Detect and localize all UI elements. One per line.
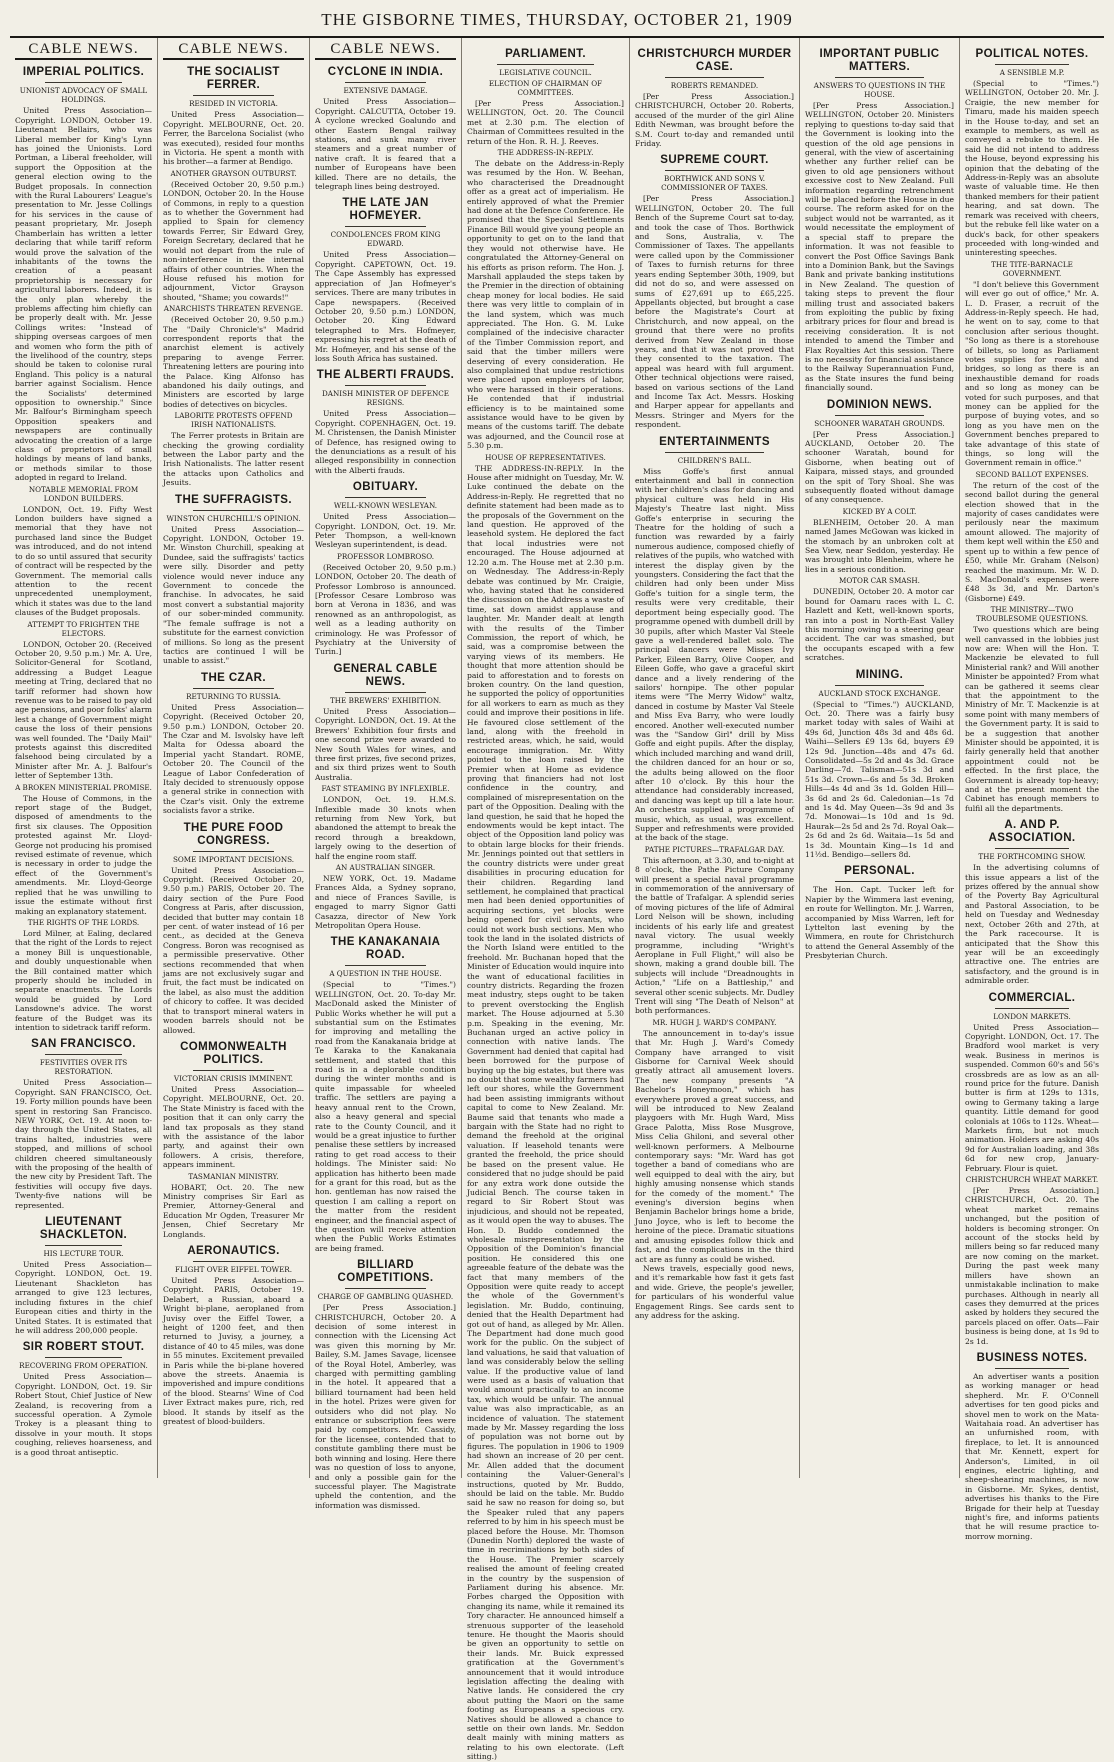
article-heading: BILLIARD COMPETITIONS. bbox=[337, 1259, 434, 1285]
article-subheading: SCHOONER WARATAH GROUNDS. bbox=[814, 418, 945, 428]
article-subheading: VICTORIAN CRISIS IMMINENT. bbox=[173, 1073, 294, 1083]
article-body: United Press Association—Copyright. PARIS, October 19. Delabert, a Russian, aboard a Wright bi-plane, aeroplaned from Juvisy over the Eiffel Tower, a height of 1200 feet, and then returned to Juvisy, a journey, a distance of 40 to 45 miles, was done in 55 minutes. Excitement prevailed in Paris while the bi-plane hovered above the streets. Anaemia is impoverished and impure conditions of the blood. Stearns' Wine of Cod Liver Extract makes pure, rich, red blood. It stands by itself as the greatest of blood-builders. bbox=[163, 1276, 304, 1427]
article bbox=[315, 481, 456, 550]
article-body: LONDON, Oct. 19. H.M.S. Inflexible made 30 knots when returning from New York, but abandoned the attempt to break the record through a breakdown, largely owing to the desertion of half the engine room staff. bbox=[315, 795, 456, 861]
article-subheading: LEGISLATIVE COUNCIL. bbox=[499, 68, 592, 77]
article-body: Lord Milner, at Ealing, declared that the right of the Lords to reject a money Bill is unquestionable, and doubly unquestionable when the Bill contained matter which properly should be included in separate enactments. The Lords would be guided by Lord Lansdowne's advice. The worst feature of the Budget was its intention to sidetrack tariff reform. bbox=[15, 928, 152, 1032]
article-subheading: WELL-KNOWN WESLEYAN. bbox=[333, 501, 438, 511]
article-heading: CHRISTCHURCH MURDER CASE. bbox=[637, 48, 792, 73]
divider bbox=[15, 58, 152, 60]
article bbox=[635, 1018, 794, 1264]
article-body: "I don't believe this Government will ever go out of office," Mr. A. L. D. Fraser, a recruit of the Address-in-Reply speech. He had, he went on to say, come to that conclusion after serious thought. "So long as there is a storehouse of billets, so long as Parliament votes supplies for roads and bridges, so long as there is an inexhaustible demand for roads and so long as money can be voted for such purposes, and that money can be applied for the purpose of buying votes, and so long as you have men on the Government benches prepared to take advantage of this state of things, so long will the Government remain in office." bbox=[965, 279, 1099, 468]
article bbox=[965, 1175, 1099, 1346]
article bbox=[965, 470, 1099, 603]
article-body: The Hon. Capt. Tucker left for Napier by the Wimmera last evening, en route for Wellington. Mr. J. Warren, accompanied by Miss Warren, left for Lyttelton last evening by the Wimmera, en route for Christchurch to attend the General Assembly of the Presbyterian Church. bbox=[805, 885, 954, 961]
article-body: [Per Press Association.] AUCKLAND, October 20. The schooner Waratah, bound for Gisborne, when beating out of Kaipara, missed stays, and grounded on the spit of Tory Shoal. She was subsequently floated without damage of any consequence. bbox=[805, 429, 954, 505]
article bbox=[467, 48, 624, 77]
article-body: The House of Commons, in the report stage of the Budget, disposed of amendments to the first six clauses. The Opposition protested against Mr. Lloyd-George not producing his promised revised estimate of revenue, which is necessary in order to judge the effect of the Government's amendments. Mr. Lloyd-George replied that he was unwilling to issue the estimate without first making an explanatory statement. bbox=[15, 793, 152, 916]
article-subheading: RESIDED IN VICTORIA. bbox=[189, 99, 278, 109]
article-body: United Press Association—Copyright. CAPETOWN, Oct. 19. The Cape Assembly has expressed appreciation of Jan Hofmeyer's services. There are many tributes in Cape newspapers. (Received October 20, 9.50 p.m.) LONDON, October 20. King Edward telegraphed to Mrs. Hofmeyer, expressing his regret at the death of Mr. Hofmeyer, and his sense of the loss South Africa has sustained. bbox=[315, 250, 456, 363]
columns bbox=[10, 38, 1104, 1762]
article-body: Two questions which are being well canvassed in the lobbies just now are: When will the Hon. T. Mackenzie be elevated to full Ministerial rank? and Will another Minister be appointed? From what can be gathered it seems clear that the appointment to the Ministry of Mr. T. Mackenzie is at some point with many members of the Government party. It is said to be a suggestion that another Minister should be appointed, it is fairly generally held that another appointment could not be effected. In the first place, the Government is already top-heavy; and at the present moment the Cabinet has enough members to fulfil all the departments. bbox=[965, 625, 1099, 813]
article-subheading: RECOVERING FROM OPERATION. bbox=[19, 1361, 148, 1371]
article bbox=[15, 485, 152, 618]
column-4 bbox=[462, 38, 630, 1762]
divider bbox=[665, 77, 764, 78]
divider bbox=[345, 692, 426, 693]
article bbox=[15, 66, 152, 482]
divider bbox=[193, 95, 274, 96]
article-body: An advertiser wants a position as working manager or head shepherd. Mr. F. O'Connell advertises for ten good picks and shovel men to work on the Mata-Waitahaia road. An advertiser has an unfurnished room, with fireplace, to let. It is announced that Mr. Kennett, expert for Anderson's, Limited, in oil engines, electric lighting, and sheep-shearing machines, is now in Gisborne. Mr. Sykes, dentist, advertises his thanks to the Fire Brigade for their help at Tuesday night's fire, and informs patients that he will resume practice to-morrow morning. bbox=[965, 1371, 1099, 1541]
divider bbox=[45, 82, 122, 83]
article-subheading: LABORITE PROTESTS OFFEND IRISH NATIONALISTS. bbox=[174, 411, 293, 430]
article-body: United Press Association—Copyright. LONDON, Oct. 19. Mr. Peter Thompson, a well-known Wesleyan superintendent, is dead. bbox=[315, 512, 456, 550]
divider bbox=[835, 685, 924, 686]
divider bbox=[995, 848, 1069, 849]
article bbox=[163, 672, 304, 816]
article bbox=[635, 436, 794, 843]
divider bbox=[163, 58, 304, 60]
column-3 bbox=[310, 38, 462, 1510]
article-subheading: THE ADDRESS-IN-REPLY. bbox=[497, 148, 594, 158]
column-1 bbox=[10, 38, 158, 1478]
article-body: [Per Press Association.] CHRISTCHURCH, October 20. Roberts, accused of the murder of the girl Aline Edith Newman, was brought before the S.M. Court to-day and remanded until Friday. bbox=[635, 92, 794, 149]
article-body: [Per Press Association.] WELLINGTON, October 20. The full Bench of the Supreme Court sat to-day, and took the case of Thos. Borthwick and Sons, Australia, v. The Commissioner of Taxes. The appellants were called upon by the Commissioner of Taxes to furnish returns for three years ending September 30th, 1909, but did not do so, and were assessed on sums of £27,691 up to £65,225. Appellants objected, but brought a case before the Magistrate's Court at Christchurch, and now appeal, on the ground that there were no profits derived from New Zealand in those years, and that it was not proved that they consented to the taxation. The appeal was heard with full argument. Other technical objections were raised, based on various sections of the Land and Income Tax Act. Messrs. Hosking and Harper appear for appellants and Messrs. Stringer and Myers for the respondent. bbox=[635, 194, 794, 430]
divider bbox=[315, 58, 456, 60]
divider bbox=[345, 965, 426, 966]
article-subheading: AUCKLAND STOCK EXCHANGE. bbox=[818, 688, 941, 698]
divider bbox=[193, 510, 274, 511]
article-subheading: THE MINISTRY—TWO TROUBLESOME QUESTIONS. bbox=[975, 605, 1089, 624]
divider bbox=[995, 1008, 1069, 1009]
article-subheading: CHARGE OF GAMBLING QUASHED. bbox=[317, 1292, 454, 1302]
article-body: United Press Association—Copyright. CALCUTTA, October 19. A cyclone wrecked Goalundo and other Eastern Bengal railway stations, and sunk many river steamers and a great number of native craft. It is feared that a number of Europeans have been killed. There are no details, the telegraph lines being destroyed. bbox=[315, 97, 456, 192]
article bbox=[467, 453, 624, 1762]
article-subheading: A BROKEN MINISTERIAL PROMISE. bbox=[15, 782, 152, 792]
article bbox=[805, 865, 954, 960]
article bbox=[315, 936, 456, 1253]
article bbox=[315, 663, 456, 782]
divider bbox=[345, 226, 426, 227]
article-subheading: PATHE PICTURES—TRAFALGAR DAY. bbox=[644, 844, 785, 854]
article-body: (Special to "Times.") WELLINGTON, Oct. 20. To-day Mr. MacDonald asked the Minister of Public Works whether he will put a substantial sum on the Estimates for improving and metalling the road from the Kanakanaia bridge at Te Karaka to the Kanakanaia settlement, and stated that this road is in a deplorable condition during the winter months and is quite impassable for wheeled traffic. The settlers are paying a heavy annual rent to the Crown, also a heavy general and special rate to the County Council, and it would be a great injustice to further penalise these settlers by increased rating to get road access to their holdings. The Minister said: No application has hitherto been made for a grant for this road, but as the hon. gentleman has now raised the question I am calling a report on the matter from the resident engineer, and the financial aspect of the question will receive attention when the Public Works Estimates are being framed. bbox=[315, 980, 456, 1253]
divider bbox=[835, 77, 924, 78]
article-body: [Per Press Association.] WELLINGTON, Oct. 20. The Council met at 2.30 p.m. The election of Chairman of Committees resulted in the return of the Hon. R. H. J. Reeves. bbox=[467, 99, 624, 146]
divider bbox=[193, 851, 274, 852]
article-subheading: ELECTION OF CHAIRMAN OF COMMITTEES. bbox=[488, 79, 603, 97]
article-body: (Special to "Times.") WELLINGTON, October 20. Mr. J. Craigie, the new member for Timaru, made his maiden speech in the House to-day, and set an example to members, as well as conveyed a rebuke to them. He said he did not intend to address the House, beyond expressing his opinion that the debating of the Address-in-Reply was an absolute waste of valuable time. He then thanked members for their patient hearing, and sat down. The remark was received with cheers, but the rebuke fell like water on a duck's back, for other speakers proceeded with long-winded and uninteresting speeches. bbox=[965, 79, 1099, 258]
article-subheading: FLIGHT OVER EIFFEL TOWER. bbox=[175, 1265, 292, 1274]
article-body: United Press Association—Copyright. SAN FRANCISCO, Oct. 19. Forty million pounds have been spent in restoring San Francisco. NEW YORK, Oct. 19. At noon to-day through the United States, all trains halted, industries were stopped, and millions of school children cheered simultaneously with the proposing of the health of the new city by President Taft. The festivities will occupy five days. Twenty-five nations will be represented. bbox=[15, 1078, 152, 1210]
divider bbox=[45, 1054, 122, 1055]
article-heading: IMPERIAL POLITICS. bbox=[22, 66, 145, 79]
article bbox=[163, 66, 304, 166]
article-heading: LIEUTENANT SHACKLETON. bbox=[39, 1216, 128, 1242]
article-body: United Press Association—Copyright. LONDON, Oct. 19. Lieutenant Shackleton has arranged to give 123 lectures, including fixtures in the chief European cities and thirty in the United States. It is estimated that he will address 200,000 people. bbox=[15, 1260, 152, 1335]
article-heading: GENERAL CABLE NEWS. bbox=[333, 662, 438, 688]
divider bbox=[193, 688, 274, 689]
article-subheading: ATTEMPT TO FRIGHTEN THE ELECTORS. bbox=[27, 619, 140, 638]
article bbox=[163, 1041, 304, 1170]
article-heading: OBITUARY. bbox=[352, 481, 419, 494]
article-body: The Ferrer protests in Britain are checking the growing cordiality between the Labor party and the Irish Nationalists. The latter resent the attacks upon Catholics and Jesuits. bbox=[163, 431, 304, 488]
divider bbox=[835, 415, 924, 416]
article-subheading: UNIONIST ADVOCACY OF SMALL HOLDINGS. bbox=[19, 86, 148, 105]
article-heading: BUSINESS NOTES. bbox=[976, 1351, 1088, 1364]
article-body: United Press Association—Copyright. LONDON, Oct. 19. At the Brewers' Exhibition four firsts and one second prize were awarded to New South Wales for wines, and three first prizes, five second prizes, and six third prizes went to South Australia. bbox=[315, 706, 456, 782]
article-body: [Per Press Association.] CHRISTCHURCH, October 20. A decision of some interest in connection with the Licensing Act was given this morning by Mr. Bailey, S.M. James Savage, licensee of the Royal Hotel, Amberley, was charged with permitting gambling in the hotel. It appeared that a billiard tournament had been held in the hotel. Prizes were given for outsiders who did not play. No entrance or subscription fees were paid by competitors. Mr. Cassidy, for the licensee, contended that to constitute gambling there must be both winning and losing. Here there was no question of loss to anyone, and only a possible gain for the successful player. The Magistrate upheld the contention, and the information was dismissed. bbox=[315, 1303, 456, 1510]
divider bbox=[665, 170, 764, 171]
article-subheading: PROFESSOR LOMBROSO. bbox=[337, 551, 434, 561]
article bbox=[163, 1172, 304, 1239]
divider bbox=[193, 1070, 274, 1071]
article bbox=[635, 1264, 794, 1320]
article-heading: THE PURE FOOD CONGRESS. bbox=[183, 821, 284, 847]
column-title: CABLE NEWS. bbox=[28, 41, 139, 57]
article-heading: PARLIAMENT. bbox=[505, 48, 586, 60]
article-subheading: CHILDREN'S BALL. bbox=[677, 455, 752, 465]
article-subheading: DANISH MINISTER OF DEFENCE RESIGNS. bbox=[322, 389, 449, 408]
article-body: (Special to "Times.") AUCKLAND, Oct. 20. There was a fairly busy market today with sales of Waihi at 49s 6d, Junction 48s 3d and 48s 6d. Waihi—Sellers £9 13s 6d, buyers £9 12s 9d. Junction—48s and 47s 6d. Consolidated—5s 2d and 4s 3d. Grace Darling—7d. Talisman—51s 3d and 51s 3d. Crown—6s and 5s 3d. Broken Hills—4s 4d and 3s 1d. Golden Hill—3s 6d and 2s 6d. Caledonian—1s 7d and 1s 4d. May Queen—3s 9d and 3s 7d. Monowai—1s 10d and 1s 9d. Haurak—2s 5d and 2s 7d. Royal Oak—2s 6d and 2s 6d. Waitaia—1s 5d and 1s 3d. Mountain King—1s 1d and 11½d. Bendigo—sellers 8d. bbox=[805, 699, 954, 860]
article-body: LONDON, October 20. (Received October 20, 9.50 p.m.) Mr. A. Ure, Solicitor-General for Scotland, addressing a Budget League meeting at Tring, declared that no tariff reformer had shown how revenue was to be raised to pay old age pensions, and poor folks' alarm lest a change of Government might cause the loss of their pensions was well founded. The "Daily Mail" protests against this discredited falsehood being circulated by a Minister after Mr. A. J. Balfour's letter of September 13th. bbox=[15, 639, 152, 781]
column-5 bbox=[630, 38, 800, 1478]
divider bbox=[345, 82, 426, 83]
column-title: CABLE NEWS. bbox=[330, 41, 441, 57]
divider bbox=[497, 64, 594, 65]
article-subheading: THE TITE-BARNACLE GOVERNMENT. bbox=[991, 259, 1073, 278]
column-7 bbox=[960, 38, 1104, 1541]
article-subheading: FAST STEAMING BY INFLEXIBLE. bbox=[321, 784, 450, 794]
article-body: The return of the cost of the second ballot during the general election showed that in the majority of cases candidates were perilously near the maximum amount allowed. The majority of them kept well within the £50 and spent up to within a few pence of £50, while Mr. Graham (Nelson) reached the maximum. Mr. W. D. S. MacDonald's expenses were £48 3s 3d, and Mr. Darton's (Gisborne) £49. bbox=[965, 480, 1099, 603]
article bbox=[163, 304, 304, 409]
article-subheading: BORTHWICK AND SONS V. COMMISSIONER OF TAXES. bbox=[661, 174, 768, 193]
article-body: The announcement in to-day's issue that Mr. Hugh J. Ward's Comedy Company have arranged to visit Gisborne for Carnival Week should greatly attract all amusement lovers. The new company presents "A Bachelor's Honeymoon," which has everywhere proved a great success, and will be introduced to New Zealand playgoers with Mr. Hugh Ward, Miss Grace Palotta, Miss Rose Musgrove, Miss Celia Ghiloni, and several other well-known performers. A Melbourne contemporary says: "Mr. Ward has got together a band of comedians who are well equipped to deal with the airy, but highly amusing nonsense which stands for the comedy of the moment." The evening's diversion begins when Benjamin Bachelor brings home a bride, Juno Joyce, who is left to become the heroine of the piece. Dramatic situations and amusing episodes follow thick and fast, and the complications in the third act are as funny as could be wished. bbox=[635, 1028, 794, 1264]
article-subheading: THE FORTHCOMING SHOW. bbox=[978, 852, 1086, 862]
article-body: United Press Association—Copyright. LONDON, Oct. 17. The Bradford wool market is very weak. Business in merinos is suspended. Common 60's and 56's crossbreds are as low as an all-round price for the future. Danish butter is firm at 129s to 131s, owing to Germany taking a large quantity. Little demand for good colonials at 106s to 112s. Wheat—Markets firm, but not much animation. Holders are asking 40s 9d for Australian loading, and 38s 6d for new crop, January-February. Flour is quiet. bbox=[965, 1022, 1099, 1173]
article bbox=[163, 494, 304, 666]
article-body: United Press Association—Copyright. COPENHAGEN, Oct. 19. M. Christensen, the Danish Minister of Defence, has resigned owing to the denunciations as a result of his alleged responsibility in connection with the Alberti frauds. bbox=[315, 409, 456, 475]
article bbox=[805, 669, 954, 860]
article-subheading: SOME IMPORTANT DECISIONS. bbox=[172, 854, 295, 864]
masthead: THE GISBORNE TIMES, THURSDAY, OCTOBER 21, 1909 bbox=[10, 6, 1104, 38]
article-heading: THE CZAR. bbox=[201, 671, 266, 684]
article-heading: DOMINION NEWS. bbox=[826, 398, 933, 411]
article-heading: THE SUFFRAGISTS. bbox=[175, 493, 292, 506]
article-heading: IMPORTANT PUBLIC MATTERS. bbox=[819, 48, 940, 73]
article-heading: THE LATE JAN HOFMEYER. bbox=[342, 197, 429, 223]
article bbox=[467, 148, 624, 451]
article-subheading: LONDON MARKETS. bbox=[993, 1011, 1071, 1021]
article-body: (Received October 20, 9.50 p.m.) LONDON, October 20. In the House of Commons, in reply to a question as to whether the Government had applied to Spain for clemency towards Ferrer, Sir Edward Grey, Foreign Secretary, declared that he would not depart from the rule of non-interference in the internal affairs of other countries. When the House refused his motion for adjournment, Victor Grayson shouted, "Shame; you cowards!" bbox=[163, 179, 304, 302]
article-heading: SUPREME COURT. bbox=[660, 154, 769, 167]
article bbox=[965, 48, 1099, 258]
article-body: This afternoon, at 3.30, and to-night at 8 o'clock, the Pathe Picture Company will present a special naval programme in commemoration of the anniversary of the battle of Trafalgar. A splendid series of moving pictures of the life of Admiral Lord Nelson will be shown, including incidents of his early life and greatest naval victory. The usual weekly programme, including "Wright's Aeroplane in Full Flight," will also be shown, making a grand double bill. The subjects will include "Dreadnoughts in Action," "Life on a Battleship," and several other scenic subjects. Mr. Dudley Trent will sing "The Death of Nelson" at both performances. bbox=[635, 855, 794, 1016]
article-subheading: FESTIVITIES OVER ITS RESTORATION. bbox=[39, 1058, 128, 1077]
article bbox=[965, 260, 1099, 468]
article-subheading: TASMANIAN MINISTRY. bbox=[188, 1171, 279, 1181]
article-body: United Press Association—Copyright. LONDON, Oct. 19. Sir Robert Stout, Chief Justice of New Zealand, is recovering from a successful operation. A Zymole Trokey is a pleasant thing to dissolve in your mouth. It stops coughing, relieves hoarseness, and is a good throat antiseptic. bbox=[15, 1372, 152, 1457]
article-heading: SAN FRANCISCO. bbox=[31, 1038, 136, 1051]
article-body: United Press Association—Copyright. (Received October 20, 9.50 p.m.) PARIS, October 20. The dairy section of the Pure Food Congress at Paris, after discussion, decided that butter may contain 18 per cent. of water instead of 16 per cent., as decided at the Geneva Congress. Boron was recognised as a permissible preservative. Other sections recommended that when jams are not exclusively sugar and fruit, the fact must be indicated on the label, as also must the addition of chicory to coffee. It was decided that to transport mineral waters in wooden barrels should not be allowed. bbox=[163, 865, 304, 1035]
article bbox=[315, 66, 456, 191]
article bbox=[635, 48, 794, 148]
divider bbox=[835, 881, 924, 882]
article bbox=[805, 48, 954, 393]
article-body: [Per Press Association.] WELLINGTON, October 20. Ministers replying to questions to-day said that the Government is looking into the question of the old age pensions in general, with the view of ascertaining whether any further relief can be given to old age pensioners without excessive cost to New Zealand. Full information regarding retrenchment will be placed before the House in due course. The reform asked for on the subject would not be warranted, as it would necessitate the employment of a special staff to prepare the information. It was not feasible to convert the Post Office Savings Bank into a Dominion Bank, but the Savings Bank and private banking institutions in New Zealand. The question of taking steps to prevent the flour milling trust and associated bakers from exploiting the public by fixing arbitrary prices for flour and bread is receiving consideration. It is not intended to amend the Timber and Flax Royalties Act this session. There is no necessity for financial assistance to the Railway Superannuation Fund, as the State insures the fund being financially sound. bbox=[805, 101, 954, 393]
article-subheading: ROBERTS REMANDED. bbox=[670, 81, 759, 90]
article bbox=[965, 605, 1099, 813]
divider bbox=[345, 497, 426, 498]
divider bbox=[665, 452, 764, 453]
article bbox=[163, 822, 304, 1035]
article bbox=[15, 620, 152, 781]
article-body: BLENHEIM, October 20. A man named James McGowan was kicked in the stomach by an unbroken colt at Sea View, near Seddon, yesterday. He was brought into Blenheim, where he lies in a serious condition. bbox=[805, 517, 954, 574]
article-body: United Press Association—Copyright. MELBOURNE, Oct. 20. Ferrer, the Barcelona Socialist (who was executed), resided four months in Victoria. He spent a month with his brother—a farmer at Bendigo. bbox=[163, 110, 304, 167]
article bbox=[15, 918, 152, 1032]
article-heading: MINING. bbox=[855, 668, 904, 681]
article-body: United Press Association—Copyright. LONDON, October 19. Lieutenant Bellairs, who was Liberal member for King's Lynn has joined the Unionists. Lord Portman, a Liberal freeholder, will support the Opposition at the general election owing to the Budget proposals. In connection with the Rural Labourers' League's presentation to Mr. Jesse Collings for his services in the cause of peasant proprietary, Mr. Joseph Chamberlain has written a letter declaring that while tariff reform would prove the salvation of the inhabitants of the towns the creation of a peasant proprietorship is necessary for agricultural laborers. Indeed, it is the only plan whereby the problems affecting him chiefly can be properly dealt with. Mr. Jesse Collings writes: "Instead of shipping overseas cargoes of men and women who form the pith of the livelihood of the country, steps should be taken to colonise rural England. This policy is a natural barrier against Socialism. Hence the Socialists' determined opposition to ownership." Since Mr. Balfour's Birmingham speech Opposition speakers and newspapers are continually advocating the creation of a large class of proprietors of small holdings by means of land banks, or methods similar to those adopted in regard to Ireland. bbox=[15, 106, 152, 483]
article bbox=[15, 1038, 152, 1210]
article bbox=[15, 783, 152, 916]
article-body: (Received October 20, 9.50 p.m.) The "Daily Chronicle's" Madrid correspondent reports that the anarchist element is actively preparing to avenge Ferrer. Threatening letters are pouring into the Palace. King Alfonso has abandoned his daily outings, and Ministers are escorted by large bodies of detectives on bicycles. bbox=[163, 315, 304, 409]
article-heading: THE SOCIALIST FERRER. bbox=[187, 66, 280, 92]
article-body: NEW YORK, Oct. 19. Madame Frances Alda, a Sydney soprano, and niece of Frances Saville, is engaged to marry Signor Gatti Casazza, director of New York Metropolitan Opera House. bbox=[315, 873, 456, 930]
article-subheading: WINSTON CHURCHILL'S OPINION. bbox=[166, 513, 301, 523]
article-subheading: ANSWERS TO QUESTIONS IN THE HOUSE. bbox=[813, 81, 946, 99]
divider bbox=[995, 1368, 1069, 1369]
divider bbox=[45, 1357, 122, 1358]
article bbox=[467, 79, 624, 146]
column-6 bbox=[800, 38, 960, 1478]
column-2 bbox=[158, 38, 310, 1478]
article bbox=[315, 863, 456, 930]
article-heading: A. AND P. ASSOCIATION. bbox=[988, 819, 1076, 845]
divider bbox=[345, 385, 426, 386]
article-subheading: KICKED BY A COLT. bbox=[842, 506, 917, 516]
article bbox=[315, 1259, 456, 1510]
article-body: In the advertising columns of this issue appears a list of the prizes offered by the annual show of the Poverty Bay Agricultural and Pastoral Association, to be held on Tuesday and Wednesday next, October 26th and 27th, at the Park racecourse. It is anticipated that the Show this year will be an exceedingly attractive one. The entries are satisfactory, and the ground is in admirable order. bbox=[965, 863, 1099, 986]
article-heading: COMMERCIAL. bbox=[988, 991, 1076, 1004]
article-body: The debate on the Address-in-Reply was resumed by the Hon. W. Beehan, who characterised the Dreadnought offer as a great act of imperialism. He entirely approved of what the Premier had done at the Defence Conference. He promised that the Special Settlements Finance Bill would give young people an opportunity to get on to the land that they would not otherwise have. He congratulated the Attorney-General on his efforts as prison reform. The Hon. J. Marshall applauded the steps taken by the Premier in the direction of obtaining cheap money for local bodies. He said there was very little to complain of in the land system, which was much appreciated. The Hon. G. M. Luke complained of the indecisive character of the Timber Commission report, and said that the timber millers were deserving of every consideration. He also complained that undue restrictions were placed upon employers of labor, who were harassed in their operations. He contended that if industrial efficiency is to be maintained some assistance would have to be given by means of the customs tariff. The debate was adjourned, and the Council rose at 5.30 p.m. bbox=[467, 159, 624, 451]
divider bbox=[345, 1288, 426, 1289]
article-subheading: AN AUSTRALIAN SINGER. bbox=[335, 862, 436, 872]
article-heading: AERONAUTICS. bbox=[187, 1245, 280, 1257]
article bbox=[163, 169, 304, 302]
article-subheading: ANOTHER GRAYSON OUTBURST. bbox=[170, 168, 297, 178]
article-subheading: MR. HUGH J. WARD'S COMPANY. bbox=[652, 1017, 777, 1027]
article bbox=[163, 1245, 304, 1427]
article-body: United Press Association—Copyright. LONDON, October 19. Mr. Winston Churchill, speaking at Dundee, said the suffragists' tactics were silly. Disorder and petty violence would never induce any Government to concede the franchise. In advocates, he said most convert a substantial majority of our sober-minded community. "The female suffrage is not a substitute for the earnest conviction of millions. So long as the present tactics are continued I will be unable to assist." bbox=[163, 524, 304, 666]
article-body: LONDON, Oct. 19. Fifty West London builders have signed a memorial that they have not purchased land since the Budget was introduced, and do not intend to do so until assured that security of contract will be respected by the Government. The memorial calls attention to the recent unprecedented unemployment, which it states was due to the land clauses of the Budget proposals. bbox=[15, 504, 152, 618]
article-heading: THE KANAKANAIA ROAD. bbox=[330, 936, 441, 962]
article bbox=[635, 154, 794, 429]
article bbox=[15, 1341, 152, 1457]
article-body: HOBART, Oct. 20. The new Ministry comprises Sir Earl as Premier, Attorney-General and Education Mr Ogden, Treasurer Mr Jensen, Chief Secretary Mr Longlands. bbox=[163, 1182, 304, 1239]
divider bbox=[995, 64, 1069, 65]
article-subheading: CHRISTCHURCH WHEAT MARKET. bbox=[965, 1175, 1099, 1185]
article-body: THE ADDRESS-IN-REPLY. In the House after midnight on Tuesday, Mr. W. Luke continued the debate on the Address-in-Reply. He regretted that no definite statement had been made as to the proposals of the Government on the land question. He approved of the leasehold system. He deplored the fact that local industries were not encouraged. The House adjourned at 12.20 a.m. The House met at 2.30 p.m. on Wednesday. The Address-in-Reply debate was continued by Mr. Craigie, who, having stated that he considered the discussion on the Address a waste of time, sat down amidst applause and laughter. Mr. Mander dealt at length with the results of the Timber Commission, the report of which, he said, was a compromise between the varying views of its members. He thought that more attention should be paid to afforestation and to forests on broken country. On the land question, he supported the policy of opportunities for all workers to earn as much as they could and improve their positions in life. He favoured close settlement of the land, along with the freehold in restricted areas, which, he said, would encourage immigration. Mr. Witty pointed to the loan raised by the Premier when at Home as evidence proving that financiers had not lost confidence in the country, and complained of misrepresentation on the part of the Opposition. Dealing with the land question, he said that he hoped the endowments would be kept intact. The object of the Opposition land policy was to obtain large blocks for their friends. Mr. Jennings pointed out that settlers in the country districts were under great disabilities in procuring education for their children. Regarding land settlement, he complained that practical men had been denied opportunities of acquiring sections, yet blocks were being opened for civil servants, who could not work bush sections. Men who took the land in the isolated districts of the North Island were entitled to the freehold. Mr. Buchanan hoped that the Minister of Education would inquire into the want of educational facilities in country districts. Regarding the frozen meat industry, steps ought to be taken to prevent overstocking the English market. The House adjourned at 5.30 p.m. Speaking in the evening, Mr. Buchanan urged an active policy in connection with native lands. The Government had denied that capital had been borrowed for the purpose of buying up the big estates, but there was no doubt that some wealthy farmers had left our shores, while the Government had been assisting immigrants without capital to come to New Zealand. Mr. Baume said that tenants who made a bargain with the State had no right to demand the freehold at the original valuation. If leasehold tenants were granted the freehold, the price should be based on the present value. He considered that no judge should be paid for any extra work done outside the Judicial Bench. The course taken in regard to Sir Robert Stout was injudicious, and should not be repeated, as it would open the way to abuses. The Hon. D. Buddo condemned the wholesale misrepresentation by the Opposition of the Dominion's financial position. He considered this one agreeable feature of the debate was the fact that many members of the Opposition were quite ready to accept the whole of the Government's legislation. Mr. Buddo, continuing, denied that the Health Department had got out of hand, as alleged by Mr. Allen. The Department had done much good work for the public. On the subject of land valuations, he said that valuation of land was considerably below the selling value. If the productive value of land were used as a basis of valuation that would amount practically to an income tax, which would be unfair. The annual value was also impracticable, as an incidence of valuation. The statement made by Mr. Massey regarding the loss of population was not borne out by figures. The population in 1906 to 1909 had shown an increase of 20 per cent. Mr. Allen added that the document containing the Valuer-General's instructions, quoted by Mr. Buddo, should be laid on the table. Mr. Buddo said he saw no reason for doing so, but the Speaker ruled that any papers referred to by him in his speech must be placed before the House. Mr. Thomson (Dunedin North) deplored the waste of time in recriminations by both sides of the House. The Premier scarcely realised the amount of feeling created in the country by the suspension of Parliament during his absence. Mr. Forbes charged the Opposition with changing its name, while it remained its Tory character. He announced himself a strenuous supporter of the leasehold tenure. He thought the Maoris should be given an opportunity to settle on their lands. Mr. Buick expressed gratification at the Government's announcement that it would introduce legislation affecting the dealing with Native lands. He considered the cry about putting the Maori on the same footing as Europeans a specious cry. Natives should be allowed a chance to settle on their own lands. Mr. Seddon dealt mainly with mining matters as relating to his own electorate. (Left sitting.) bbox=[467, 463, 624, 1762]
article-body: (Received October 20, 9.50 p.m.) LONDON, October 20. The death of Professor Lombroso is announced. [Professor Cesare Lombroso was born at Verona in 1836, and was renowned as an anthropologist, as well as a leading authority on criminology. He was Professor of Psychiatry at the University of Turin.] bbox=[315, 562, 456, 657]
article bbox=[965, 819, 1099, 985]
article bbox=[163, 411, 304, 487]
article-subheading: ANARCHISTS THREATEN REVENGE. bbox=[163, 304, 304, 314]
article-subheading: MOTOR CAR SMASH. bbox=[839, 576, 920, 586]
article-heading: THE ALBERTI FRAUDS. bbox=[316, 369, 455, 382]
article-subheading: HOUSE OF REPRESENTATIVES. bbox=[485, 452, 606, 462]
article-subheading: A QUESTION IN THE HOUSE. bbox=[329, 969, 442, 979]
article bbox=[805, 507, 954, 574]
article bbox=[315, 552, 456, 657]
article-subheading: THE BREWERS' EXHIBITION. bbox=[330, 695, 441, 705]
article-body: Miss Goffe's first annual entertainment and ball in connection with her children's class for dancing and physical culture was held in His Majesty's Theatre last night. Miss Goffe's enterprise in securing the Theatre for the holding of such a function was rewarded by a fairly numerous audience, composed chiefly of relatives of the pupils, who watched with interest the display given by the youngsters. Considering the fact that the children had only been under Miss Goffe's tuition for a single term, the results were very creditable, their deportment being especially good. The programme opened with dumbell drill by 30 pupils, after which Master Val Steele gave a well-rendered ballet solo. The principal dancers were Misses Ivy Parker, Eileen Barry, Olive Cooper, and Eileen Goffe, who gave a graceful skirt dance and a lively rendering of the sailors' hornpipe. The other popular items were "The Merry Widow" waltz, danced in costume by Master Val Steele and Miss Eva Barry, who were loudly encored. Another well-executed number was the "Sandow Girl" drill by Miss Goffe and eight pupils. After the display, which included marching and wand drill, the children danced for an hour or so, the adults being allowed on the floor after 10 o'clock. By this hour the attendance had considerably increased, and dancing was kept up till a late hour. An orchestra supplied a programme of music, which, as usual, was excellent. Supper and refreshments were provided at the back of the stage. bbox=[635, 466, 794, 843]
article-subheading: THE RIGHTS OF THE LORDS. bbox=[27, 917, 140, 927]
article-heading: CYCLONE IN INDIA. bbox=[327, 66, 444, 79]
article bbox=[805, 399, 954, 505]
article-subheading: RETURNING TO RUSSIA. bbox=[186, 691, 281, 701]
article-subheading: NOTABLE MEMORIAL FROM LONDON BUILDERS. bbox=[28, 484, 139, 503]
article-subheading: CONDOLENCES FROM KING EDWARD. bbox=[330, 230, 441, 249]
article-heading: POLITICAL NOTES. bbox=[975, 48, 1089, 60]
article-heading: COMMONWEALTH POLITICS. bbox=[180, 1040, 287, 1066]
article-subheading: SECOND BALLOT EXPENSES. bbox=[975, 469, 1089, 479]
article-subheading: HIS LECTURE TOUR. bbox=[43, 1249, 124, 1259]
article-subheading: A SENSIBLE M.P. bbox=[999, 68, 1065, 77]
article-heading: PERSONAL. bbox=[844, 865, 915, 878]
article bbox=[805, 576, 954, 662]
divider bbox=[193, 1261, 274, 1262]
article-body: News travels, especially good news, and it's remarkable how fast it gets fast and wide. Grieve, the people's jeweller, for particulars of his wonderful value Engagement Rings. See cards sent to any address for the asking. bbox=[635, 1263, 794, 1320]
article-body: United Press Association—Copyright. MELBOURNE, Oct. 20. The State Ministry is faced with the position that it can only carry the land tax proposals as they stand with the assistance of the labor party, and against their own followers. A crisis, therefore, appears imminent. bbox=[163, 1084, 304, 1170]
article bbox=[315, 197, 456, 363]
divider bbox=[45, 1245, 122, 1246]
article-heading: ENTERTAINMENTS bbox=[659, 435, 770, 448]
article-heading: SIR ROBERT STOUT. bbox=[22, 1341, 145, 1354]
article bbox=[15, 1216, 152, 1335]
article bbox=[965, 992, 1099, 1174]
article-body: DUNEDIN, October 20. A motor car bound for Oamaru races with L. C. Hazlett and Kett, well-known sports, ran into a post in North-East Valley this morning owing to a steering gear accident. The car was smashed, but the occupants escaped with a few scratches. bbox=[805, 587, 954, 663]
article-body: United Press Association—Copyright. (Received October 20, 9.50 p.m.) LONDON, October 20. The Czar and M. Isvolsky have left Malta for Odessa aboard the Imperial yacht Standart. ROME, October 20. The Council of the League of Labor Confederation of Italy decided to strenuously oppose a general strike in connection with the Czar's visit. Only the extreme socialists favor a strike. bbox=[163, 702, 304, 816]
article bbox=[315, 369, 456, 475]
column-title: CABLE NEWS. bbox=[178, 41, 289, 57]
article-body: [Per Press Association.] CHRISTCHURCH, Oct. 20. The wheat market remains unchanged, but the position of holders is becoming stronger. On account of the stocks held by millers being so far reduced many are now coming on the market. During the past week many millers have shown an unmistakable inclination to make purchases. Although in nearly all cases they demurred at the prices asked by holders they secured the parcels placed on offer. Oats—Fair business is being done, at 1s 9d to 2s 1d. bbox=[965, 1186, 1099, 1346]
article bbox=[965, 1352, 1099, 1541]
article bbox=[635, 845, 794, 1016]
article-subheading: EXTENSIVE DAMAGE. bbox=[343, 86, 428, 96]
article bbox=[315, 784, 456, 861]
